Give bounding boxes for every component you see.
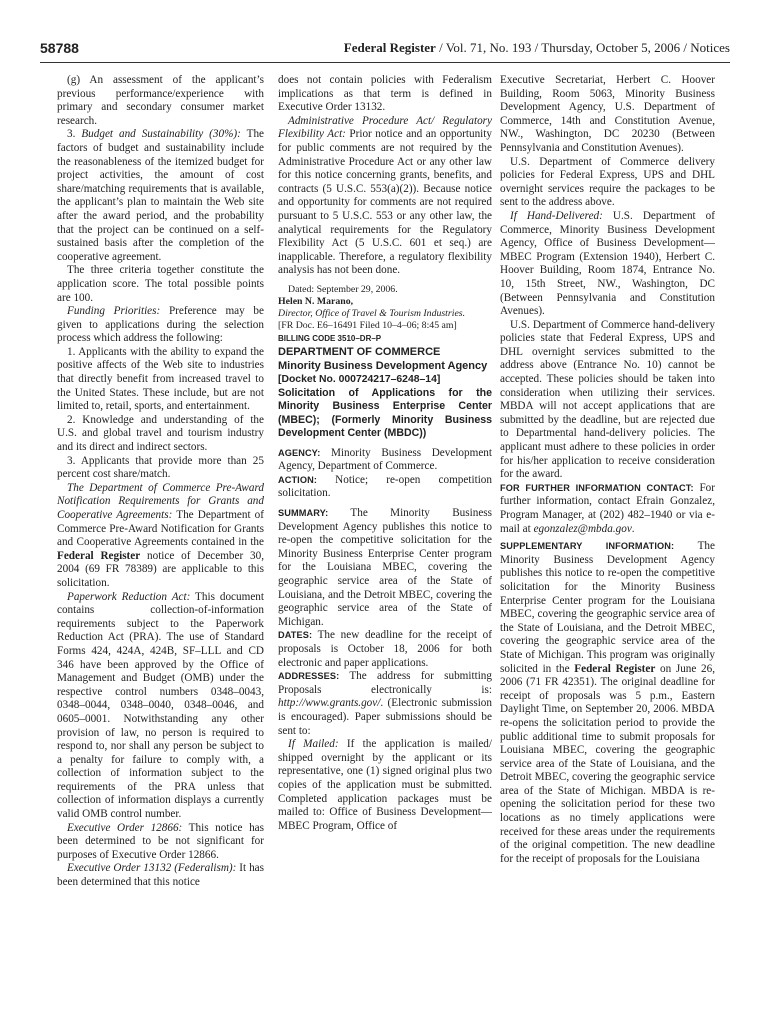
paragraph: Administrative Procedure Act/ Regulatory Flexibility Act: Prior notice and an opportunity for public comments are not required by the Administrative Procedure Act or any other law for this notice concerning grants, benefits, and contracts (5 U.S.C. 553(a)(2)). Because notice and opportunity for comments are not required pursuant to 5 U.S.C. 553 or any other law, the analytical requirements for the Regulatory Flexibility Act (5 U.S.C. 601 et seq.) are inapplicable. Therefore, a regulatory flexibility analysis has not been done. <box>278 114 492 277</box>
page-number: 58788 <box>40 40 79 56</box>
running-head <box>344 40 730 56</box>
list-item: 3. Applicants that provide more than 25 percent cost share/match. <box>57 454 264 481</box>
notice-title: Solicitation of Applications for the Minority Business Enterprise Center (MBEC); (Formerly Minority Business Development Center (MBDC)) <box>278 386 492 440</box>
contact-section: FOR FURTHER INFORMATION CONTACT: For further information, contact Efrain Gonzalez, Program Manager, at (202) 482–1940 or via e-mail at egonzalez@mbda.gov. <box>500 481 715 535</box>
list-item: 2. Knowledge and understanding of the U.S. and global travel and tourism industry and its direct and indirect sectors. <box>57 413 264 454</box>
page-header <box>40 40 730 63</box>
paragraph: 3. Budget and Sustainability (30%): The factors of budget and sustainability include the reasonableness of the itemized budget for project activities, the amount of cost share/matching requirements that is available, the applicant’s plan to maintain the Web site after the award period, and the probability that the project can be continued on a self-sustained basis after the completion of the cooperative agreement. <box>57 128 265 263</box>
paragraph: Executive Secretariat, Herbert C. Hoover Building, Room 5063, Minority Business Development Agency, U.S. Department of Commerce, 14th and Constitution Avenue, NW., Washington, DC 20230 (Between Pennsylvania and Constitution Avenues). <box>500 74 715 154</box>
column-2 <box>278 74 492 833</box>
paragraph: Executive Order 12866: This notice has been determined to be not significant for purposes of Executive Order 12866. <box>57 821 264 861</box>
billing-code: BILLING CODE 3510–DR–P <box>278 333 382 343</box>
signer-title: Director, Office of Travel & Tourism Industries. <box>278 307 466 319</box>
paragraph: (g) An assessment of the applicant’s previous performance/experience with primary and secondary consumer market research. <box>57 74 264 127</box>
publication-name: Federal Register <box>343 40 436 55</box>
paragraph: The Department of Commerce Pre-Award Notification Requirements for Grants and Cooperative Agreements: The Department of Commerce Pre-Award Notification for Grants and Cooperative Agreements contained in the Federal Register notice of December 30, 2004 (69 FR 78389) are applicable to this solicitation. <box>57 481 264 589</box>
paragraph: does not contain policies with Federalism implications as that term is defined in Executive Order 13132. <box>278 74 492 114</box>
agency-heading: Minority Business Development Agency <box>278 360 488 373</box>
list-item: 1. Applicants with the ability to expand the positive affects of the Web site to industries that directly benefit from increased travel to the United States. These include, but are not limited to, retail, sports, and entertainment. <box>57 345 264 413</box>
issue-info: / Vol. 71, No. 193 / Thursday, October 5, 2006 / Notices <box>435 40 730 55</box>
summary-section: SUMMARY: The Minority Business Development Agency publishes this notice to re-open the competitive solicitation for the Minority Business Enterprise Center program for the Louisiana MBEC, covering the geographic service area of the State of Louisiana, and the Detroit MBEC, covering the geographic service area of the State of Michigan. <box>278 507 492 628</box>
paragraph: Paperwork Reduction Act: This document contains collection-of-information requirements subject to the Paperwork Reduction Act (PRA). The use of Standard Forms 424, 424A, 424B, SF–LLL and CD 346 have been approved by the Office of Management and Budget (OMB) under the respective control numbers 0348–0043, 0348–0044, 0348–0040, 0348–0046, and 0605–0001. Notwithstanding any other provision of law, no person is required to respond to, nor shall any person be subject to a penalty for failure to comply with, a collection of information subject to the requirements of the PRA unless that collection of information displays a currently valid OMB control number. <box>57 590 264 821</box>
agency-section: AGENCY: Minority Business Development Agency, Department of Commerce. <box>278 446 492 473</box>
fr-doc-line: [FR Doc. E6–16491 Filed 10–4–06; 8:45 am] <box>278 319 457 331</box>
department-heading: DEPARTMENT OF COMMERCE <box>278 345 441 358</box>
dated-line: Dated: September 29, 2006. <box>288 283 398 295</box>
column-3 <box>500 74 715 866</box>
supplementary-section: SUPPLEMENTARY INFORMATION: The Minority Business Development Agency publishes this notice to re-open the competitive solicitation for the Minority Business Enterprise Center program for the Louisiana MBEC, covering the geographic service area of the State of Louisiana, and the Detroit MBEC, covering the geographic service area of the State of Michigan. This program was originally solicited in the Federal Register on June 26, 2006 (71 FR 42351). The original deadline for receipt of proposals was 5 p.m., Eastern Daylight Time, on September 20, 2006. MBDA re-opens the solicitation period to provide the public additional time to submit proposals for Louisiana MBEC, covering the geographic service area of the State of Louisiana, and the Detroit MBEC, covering the geographic service area of the State of Michigan. MBDA is re-opening the solicitation period for these two locations as no timely applications were received for these areas under the requirements of the original competition. The new deadline for the receipt of proposals for the Louisiana <box>500 540 715 865</box>
paragraph: U.S. Department of Commerce hand-delivery policies state that Federal Express, UPS and DHL overnight services submitted to the address above (Entrance No. 10) cannot be accepted. These policies should be taken into consideration when utilizing their services. MBDA will not accept applications that are submitted by the deadline, but are rejected due to Departmental hand-delivery policies. The applicant must adhere to these policies in order for his/her application to receive consideration for the award. <box>500 318 715 481</box>
paragraph: Funding Priorities: Preference may be given to applications during the selection process which address the following: <box>57 305 264 345</box>
dates-section: DATES: The new deadline for the receipt of proposals is October 18, 2006 for both electronic and paper applications. <box>278 629 492 669</box>
paragraph: Executive Order 13132 (Federalism): It has been determined that this notice <box>57 862 264 889</box>
action-section: ACTION: Notice; re-open competition solicitation. <box>278 473 492 500</box>
contact-email: egonzalez@mbda.gov <box>533 522 632 535</box>
docket-number: [Docket No. 000724217–6248–14] <box>278 374 441 386</box>
paragraph: U.S. Department of Commerce delivery policies for Federal Express, UPS and DHL overnight services require the packages to be sent to the address above. <box>500 155 715 209</box>
addresses-section: ADDRESSES: The address for submitting Proposals electronically is: http://www.grants.gov/. (Electronic submission is encouraged). Paper submissions should be sent to: <box>278 670 492 737</box>
paragraph: The three criteria together constitute the application score. The total possible points are 100. <box>57 264 264 304</box>
paragraph: If Mailed: If the application is mailed/ shipped overnight by the applicant or its representative, one (1) signed original plus two copies of the application must be submitted. Completed application packages must be mailed to: Office of Business Development—MBEC Program, Office of <box>278 738 493 832</box>
paragraph: If Hand-Delivered: U.S. Department of Commerce, Minority Business Development Agency, Office of Business Development—MBEC Program (Extension 1940), Herbert C. Hoover Building, Room 1874, Entrance No. 10, 15th Street, NW., Washington, DC (Between Pennsylvania and Constitution Avenues). <box>500 209 715 318</box>
column-1 <box>57 74 264 890</box>
grants-url: http://www.grants.gov/ <box>278 697 381 710</box>
signer-name: Helen N. Marano, <box>278 295 354 307</box>
